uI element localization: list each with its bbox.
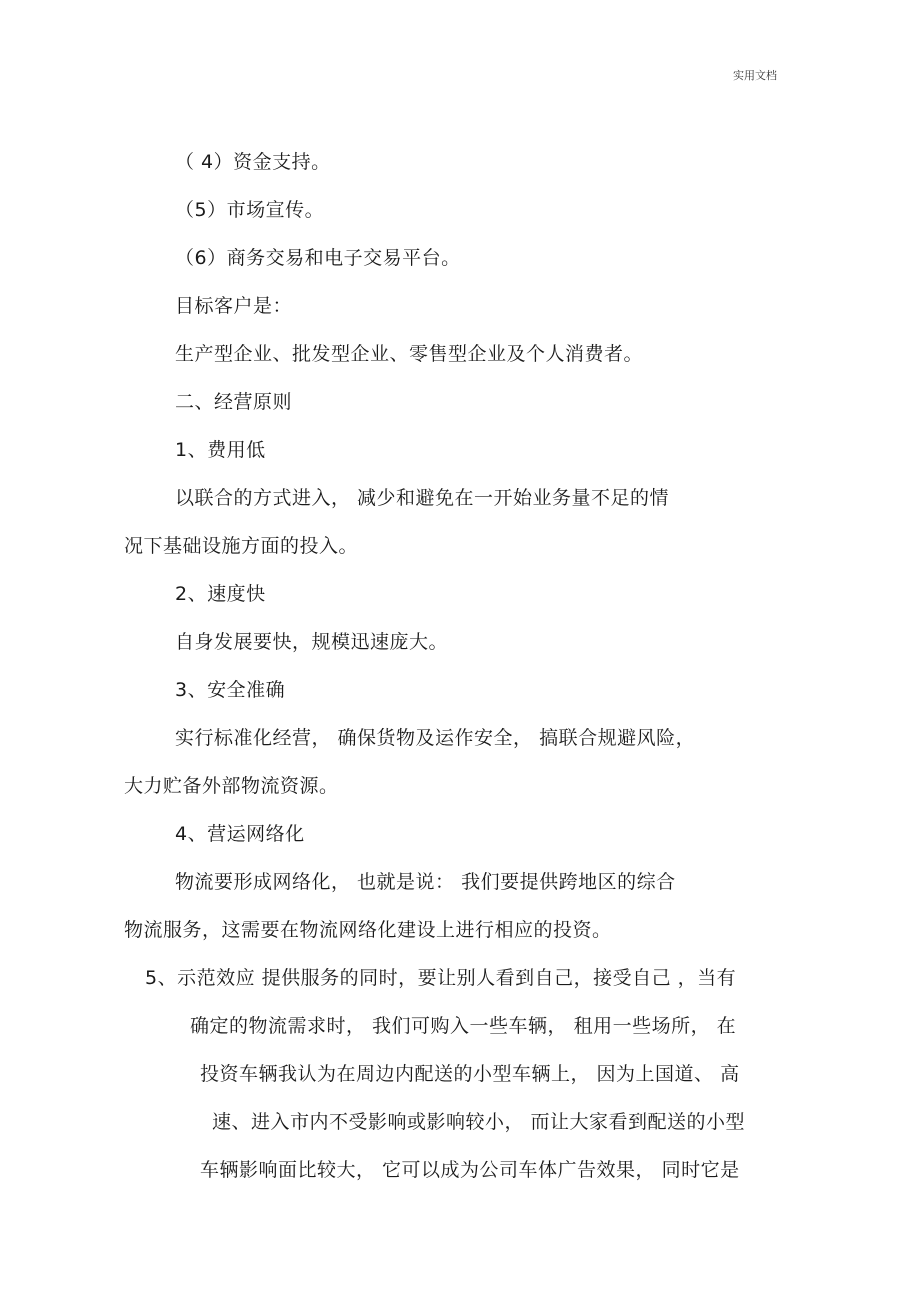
text-line: （ 4）资金支持。 <box>175 151 331 173</box>
subsection-heading: 4、营运网络化 <box>175 823 305 845</box>
text-line: 生产型企业、批发型企业、零售型企业及个人消费者。 <box>175 343 644 365</box>
text-line: 目标客户是： <box>175 295 293 317</box>
text-line: 车辆影响面比较大， 它可以成为公司车体广告效果， 同时它是 <box>200 1159 740 1181</box>
text-line: 以联合的方式进入， 减少和避免在一开始业务量不足的情 <box>175 487 670 509</box>
page-header: 实用文档 <box>733 69 777 82</box>
text-line: （5）市场宣传。 <box>175 199 325 221</box>
text-line: 况下基础设施方面的投入。 <box>124 535 359 557</box>
text-line: 物流要形成网络化， 也就是说： 我们要提供跨地区的综合 <box>175 871 676 893</box>
section-heading: 二、经营原则 <box>175 391 293 413</box>
text-line: 5、示范效应 提供服务的同时，要让别人看到自己，接受自己 ，当有 <box>145 967 737 989</box>
text-line: （6）商务交易和电子交易平台。 <box>175 247 461 269</box>
text-line: 投资车辆我认为在周边内配送的小型车辆上， 因为上国道、 高 <box>200 1063 740 1085</box>
subsection-heading: 3、安全准确 <box>175 679 286 701</box>
subsection-heading: 2、速度快 <box>175 583 266 605</box>
text-line: 大力贮备外部物流资源。 <box>124 775 339 797</box>
text-line: 速、进入市内不受影响或影响较小， 而让大家看到配送的小型 <box>212 1111 746 1133</box>
subsection-heading: 1、费用低 <box>175 439 266 461</box>
text-line: 物流服务，这需要在物流网络化建设上进行相应的投资。 <box>124 919 612 941</box>
text-line: 实行标准化经营， 确保货物及运作安全， 搞联合规避风险， <box>175 727 696 749</box>
text-line: 自身发展要快，规模迅速庞大。 <box>175 631 449 653</box>
text-line: 确定的物流需求时， 我们可购入一些车辆， 租用一些场所， 在 <box>190 1015 737 1037</box>
